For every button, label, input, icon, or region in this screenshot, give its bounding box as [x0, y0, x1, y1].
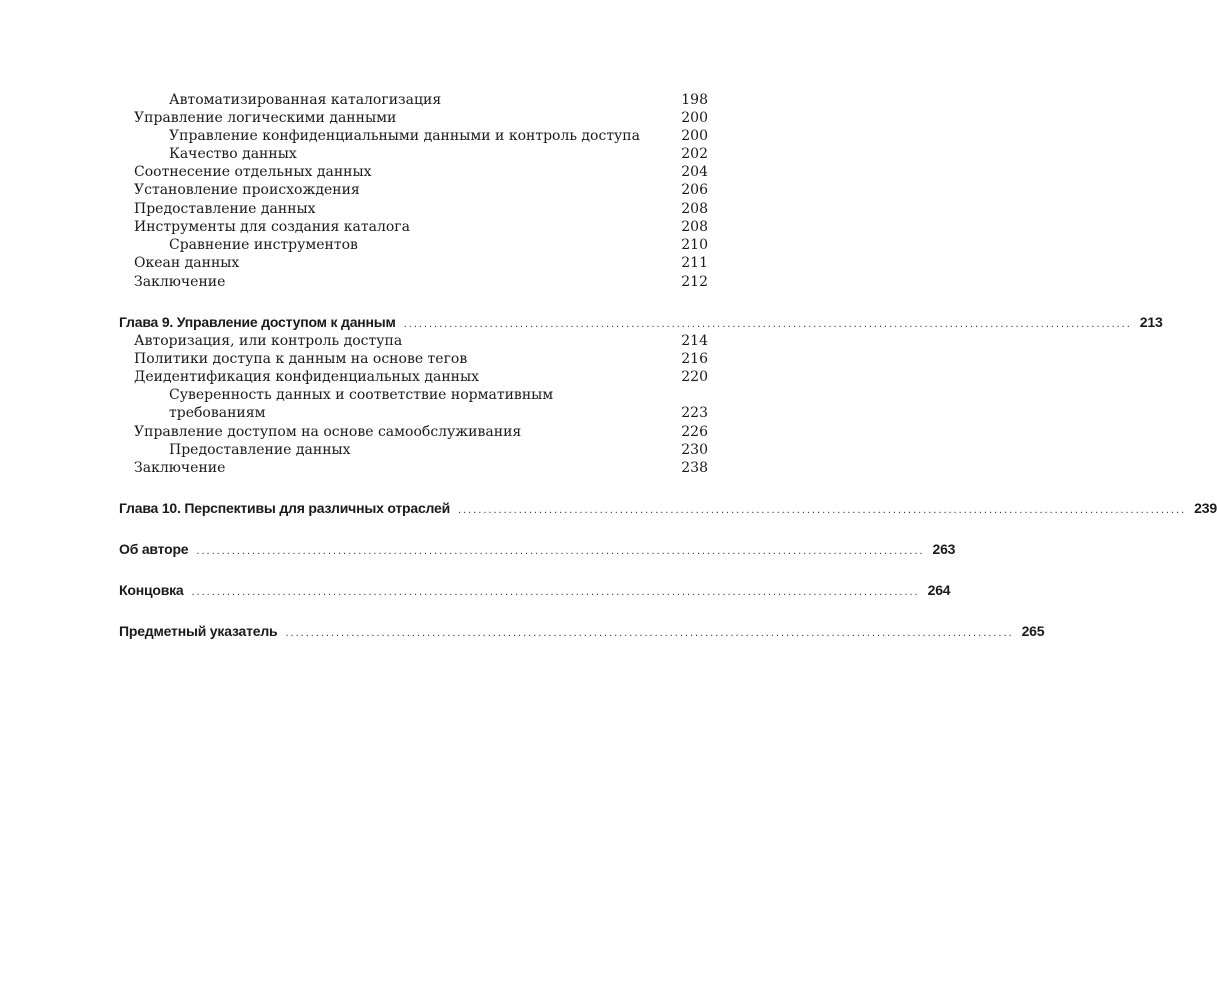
- toc-entry-title: Предоставление данных: [134, 201, 316, 217]
- toc-entry-page: 226: [681, 424, 708, 440]
- toc-entry-title: Качество данных: [169, 146, 297, 162]
- toc-index[interactable]: [119, 622, 1045, 642]
- toc-entry-title: Авторизация, или контроль доступа: [134, 333, 403, 349]
- toc-entry[interactable]: [134, 459, 708, 477]
- chapter-page: 213: [1139, 314, 1163, 330]
- toc-entry[interactable]: [134, 350, 708, 368]
- toc-entry-page: 206: [681, 182, 708, 198]
- toc-entry-page: 223: [681, 405, 708, 421]
- toc-entry-title: Океан данных: [134, 255, 240, 271]
- chapter-page: 264: [927, 582, 951, 598]
- toc-entry[interactable]: [134, 181, 708, 199]
- toc-entry-page: 238: [681, 460, 708, 476]
- chapter-page: 239: [1194, 500, 1217, 516]
- toc-entry-title: Деидентификация конфиденциальных данных: [134, 369, 480, 385]
- toc-entry-page: 211: [681, 255, 708, 271]
- toc-entry-title: Установление происхождения: [134, 182, 360, 198]
- toc-entry[interactable]: [134, 332, 708, 350]
- toc-entry-continuation[interactable]: [169, 404, 708, 422]
- toc-entry[interactable]: [169, 127, 708, 145]
- toc-entry-title: Соотнесение отдельных данных: [134, 164, 372, 180]
- toc-entry[interactable]: [169, 386, 708, 404]
- toc-entry-page: 204: [681, 164, 708, 180]
- chapter-title: Об авторе: [119, 541, 189, 557]
- chapter-page: 265: [1021, 623, 1045, 639]
- toc-entry-page: 198: [681, 92, 708, 108]
- toc-entry-title: Заключение: [134, 274, 226, 290]
- dot-leader: ................................................................................................................................................: [196, 545, 925, 557]
- toc-entry-title: Предоставление данных: [169, 442, 351, 458]
- toc-entry-title-line2: требованиям: [169, 405, 266, 421]
- toc-colophon[interactable]: [119, 581, 951, 601]
- toc-entry[interactable]: [134, 273, 708, 291]
- toc-entry[interactable]: [169, 145, 708, 163]
- toc-entry-title: Управление логическими данными: [134, 110, 397, 126]
- dot-leader: ................................................................................................................................................: [458, 504, 1187, 516]
- toc-entry[interactable]: [134, 200, 708, 218]
- chapter-page: 263: [932, 541, 956, 557]
- toc-entry-title: Заключение: [134, 460, 226, 476]
- toc-entry-page: 208: [681, 219, 708, 235]
- toc-entry[interactable]: [169, 441, 708, 459]
- chapter-title: Глава 10. Перспективы для различных отраслей: [119, 500, 451, 516]
- toc-entry-page: 216: [681, 351, 708, 367]
- toc-entry-title: Политики доступа к данным на основе тегов: [134, 351, 468, 367]
- toc-entry[interactable]: [134, 109, 708, 127]
- toc-chapter-10[interactable]: [119, 499, 1217, 519]
- toc-entry-page: 214: [681, 333, 708, 349]
- toc-entry[interactable]: [134, 163, 708, 181]
- toc-entry-title: Управление доступом на основе самообслуживания: [134, 424, 522, 440]
- toc-entry-page: 202: [681, 146, 708, 162]
- toc-entry-title: Управление конфиденциальными данными и контроль доступа: [169, 128, 640, 144]
- toc-entry[interactable]: [134, 254, 708, 272]
- dot-leader: ................................................................................................................................................: [403, 318, 1132, 330]
- toc-chapter-9[interactable]: [119, 313, 1163, 333]
- toc-entry[interactable]: [134, 423, 708, 441]
- toc-entry-page: 220: [681, 369, 708, 385]
- toc-entry[interactable]: [134, 218, 708, 236]
- toc-entry-page: 210: [681, 237, 708, 253]
- chapter-title: Концовка: [119, 582, 184, 598]
- toc-entry-title: Инструменты для создания каталога: [134, 219, 410, 235]
- toc-entry[interactable]: [169, 91, 708, 109]
- toc-entry-title-line1: Суверенность данных и соответствие нормативным: [169, 387, 554, 403]
- toc-entry[interactable]: [134, 368, 708, 386]
- toc-entry-page: 200: [681, 110, 708, 126]
- dot-leader: ................................................................................................................................................: [285, 627, 1014, 639]
- chapter-title: Глава 9. Управление доступом к данным: [119, 314, 396, 330]
- toc-entry-title: Сравнение инструментов: [169, 237, 358, 253]
- toc-entry-page: 208: [681, 201, 708, 217]
- toc-entry[interactable]: [169, 236, 708, 254]
- chapter-title: Предметный указатель: [119, 623, 278, 639]
- toc-entry-page: 212: [681, 274, 708, 290]
- toc-entry-page: 200: [681, 128, 708, 144]
- toc-entry-title: Автоматизированная каталогизация: [169, 92, 442, 108]
- dot-leader: ................................................................................................................................................: [191, 586, 920, 598]
- toc-about-author[interactable]: [119, 540, 956, 560]
- toc-entry-page: 230: [681, 442, 708, 458]
